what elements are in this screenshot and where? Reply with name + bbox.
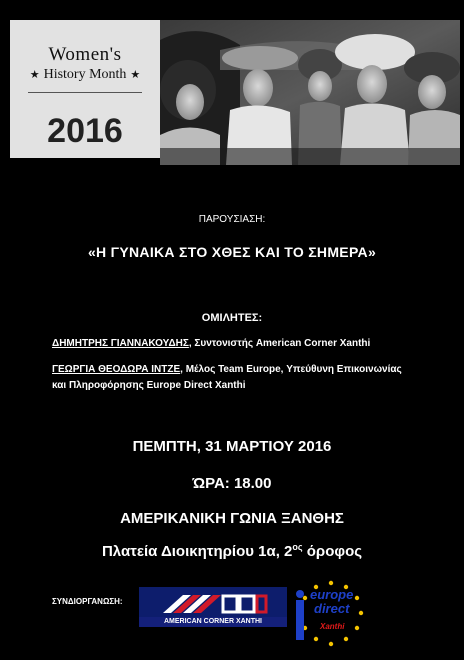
banner-subtitle-text: History Month xyxy=(43,67,127,82)
speaker-name: ΔΗΜΗΤΡΗΣ ΓΙΑΝΝΑΚΟΥΔΗΣ xyxy=(52,338,189,349)
speaker-role: , Μέλος Team Europe, Υπεύθυνη Επικοινωνίας και Πληροφόρησης Europe Direct Xanthi xyxy=(52,364,402,391)
historical-photo xyxy=(160,20,460,165)
speaker-item xyxy=(52,336,412,352)
historical-photo-image xyxy=(160,20,460,165)
speaker-role: , Συντονιστής American Corner Xanthi xyxy=(188,338,371,349)
speaker-item xyxy=(52,362,412,394)
address-main: Πλατεία Διοικητηρίου 1α, 2 xyxy=(101,543,293,560)
europe-direct-logo-text-1: europe xyxy=(310,587,354,602)
star-icon: ★ xyxy=(130,69,141,81)
american-corner-logo-mark xyxy=(139,587,287,617)
header xyxy=(0,0,464,165)
speakers-heading: ΟΜΙΛΗΤΕΣ: xyxy=(201,312,263,324)
banner-title: Women's xyxy=(48,44,122,65)
american-corner-logo xyxy=(139,587,287,627)
europe-direct-logo-text-2: direct xyxy=(314,601,350,616)
flag-stripes-icon xyxy=(139,587,287,617)
event-address xyxy=(0,542,464,560)
event-venue: ΑΜΕΡΙΚΑΝΙΚΗ ΓΩΝΙΑ ΞΑΝΘΗΣ xyxy=(120,510,344,527)
banner-divider xyxy=(28,92,142,93)
event-date: ΠΕΜΠΤΗ, 31 ΜΑΡΤΙΟΥ 2016 xyxy=(132,438,332,455)
banner-subtitle xyxy=(10,67,160,83)
american-corner-logo-text: AMERICAN CORNER XANTHI xyxy=(139,617,287,627)
coorganization-label: ΣΥΝΔΙΟΡΓΑΝΩΣΗ: xyxy=(52,597,123,606)
address-ordinal: ος xyxy=(292,542,303,552)
presentation-label: ΠΑΡΟΥΣΙΑΣΗ: xyxy=(198,214,266,225)
address-tail: όροφος xyxy=(302,543,363,560)
event-title: «Η ΓΥΝΑΙΚΑ ΣΤΟ ΧΘΕΣ ΚΑΙ ΤΟ ΣΗΜΕΡΑ» xyxy=(87,244,377,260)
europe-direct-logo-text-3: Xanthi xyxy=(320,622,345,631)
banner-year: 2016 xyxy=(47,112,123,150)
event-time: ΏΡΑ: 18.00 xyxy=(192,475,272,492)
womens-history-month-banner xyxy=(10,20,160,158)
europe-direct-logo xyxy=(290,578,372,654)
speaker-name: ΓΕΩΡΓΙΑ ΘΕΟΔΩΡΑ ΙΝΤΖΕ xyxy=(52,364,181,375)
star-icon: ★ xyxy=(29,69,40,81)
